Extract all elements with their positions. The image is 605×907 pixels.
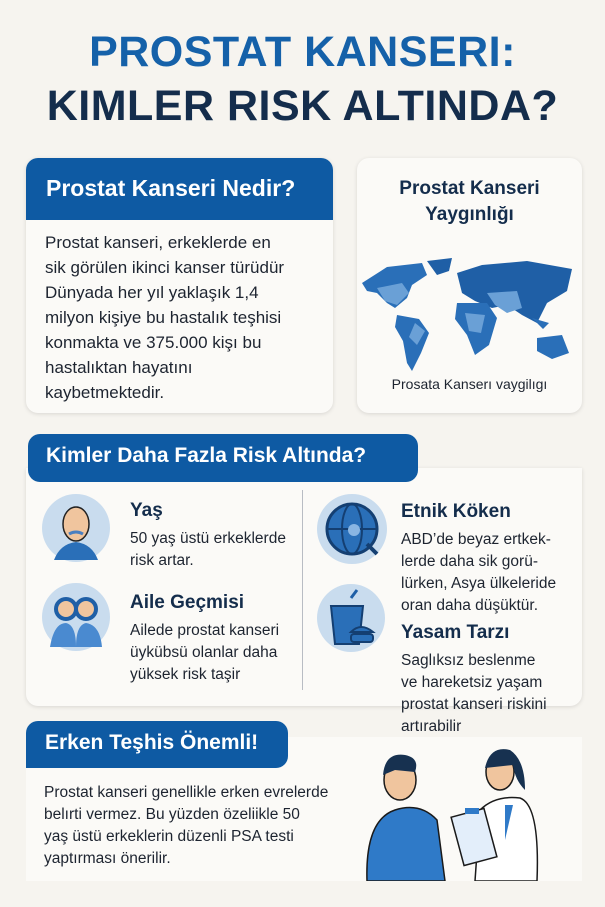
risk-title-lifestyle: Yasam Tarzı xyxy=(401,622,510,643)
text-line: belırti vermez. Bu yüzden özeliikle 50 xyxy=(44,806,300,823)
page-title-line2: KIMLER RISK ALTINDA? xyxy=(46,82,559,130)
world-map-icon xyxy=(357,253,582,373)
text-line: oran daha düşüktür. xyxy=(401,597,539,614)
text-line: Saglıksız beslenme xyxy=(401,652,536,669)
risk-text-lifestyle xyxy=(401,650,547,738)
fast-food-icon xyxy=(317,584,385,652)
text-line: hastalıktan hayatını xyxy=(45,358,193,377)
text-line: üykübsü olanlar daha xyxy=(130,644,278,661)
globe-icon xyxy=(317,494,387,564)
risk-title-ethnic: Etnik Köken xyxy=(401,501,511,522)
text-line: Dünyada her yıl yaklaşık 1,4 xyxy=(45,283,259,302)
text-line: Prostat kanseri genellikle erken evrelerde xyxy=(44,784,329,801)
prevalence-card xyxy=(357,158,582,413)
text-line: Prostat kanseri, erkeklerde en xyxy=(45,233,271,252)
page-title-line1: PROSTAT KANSERI: xyxy=(89,28,516,76)
risk-heading: Kimler Daha Fazla Risk Altında? xyxy=(28,434,418,482)
elderly-man-icon xyxy=(42,494,110,562)
prevalence-caption: Prosata Kanserı vaygilıgı xyxy=(391,376,548,392)
what-is-text xyxy=(26,220,333,405)
text-line: yüksek risk taşir xyxy=(130,666,241,683)
text-line: 50 yaş üstü erkeklerde xyxy=(130,530,286,547)
text-line: yaptırması önerilir. xyxy=(44,850,171,867)
prevalence-heading-line2: Yaygınlığı xyxy=(425,204,514,225)
risk-title-family: Aile Geçmisi xyxy=(130,592,245,613)
text-line: sik görülen ikinci kanser türüdür xyxy=(45,258,285,277)
what-is-card xyxy=(26,158,333,413)
text-line: Ailede prostat kanseri xyxy=(130,622,280,639)
text-line: yaş üstü erkeklerin düzenli PSA testi xyxy=(44,828,294,845)
risk-text-age xyxy=(130,528,286,572)
family-icon xyxy=(42,583,110,651)
text-line: risk artar. xyxy=(130,552,194,569)
text-line: lerde daha sik gorü- xyxy=(401,553,538,570)
text-line: ABD’de beyaz ertkek- xyxy=(401,531,551,548)
text-line: kaybetmektedir. xyxy=(45,383,165,402)
doctor-patient-illustration xyxy=(365,730,570,881)
text-line: lürken, Asya ülkeleride xyxy=(401,575,557,592)
risk-title-age: Yaş xyxy=(130,500,163,521)
text-line: milyon kişiye bu hastalık teşhisi xyxy=(45,308,282,327)
text-line: ve hareketsiz yaşam xyxy=(401,674,543,691)
prevalence-heading-line1: Prostat Kanseri xyxy=(399,178,540,199)
text-line: artırabilir xyxy=(401,718,462,735)
text-line: prostat kanseri riskini xyxy=(401,696,547,713)
divider xyxy=(302,490,303,690)
risk-text-family xyxy=(130,620,279,686)
risk-text-ethnic xyxy=(401,529,556,617)
early-heading: Erken Teşhis Önemli! xyxy=(26,721,288,768)
what-is-heading: Prostat Kanseri Nedir? xyxy=(26,158,333,220)
early-text xyxy=(44,782,328,870)
text-line: konmakta ve 375.000 kişı bu xyxy=(45,333,262,352)
